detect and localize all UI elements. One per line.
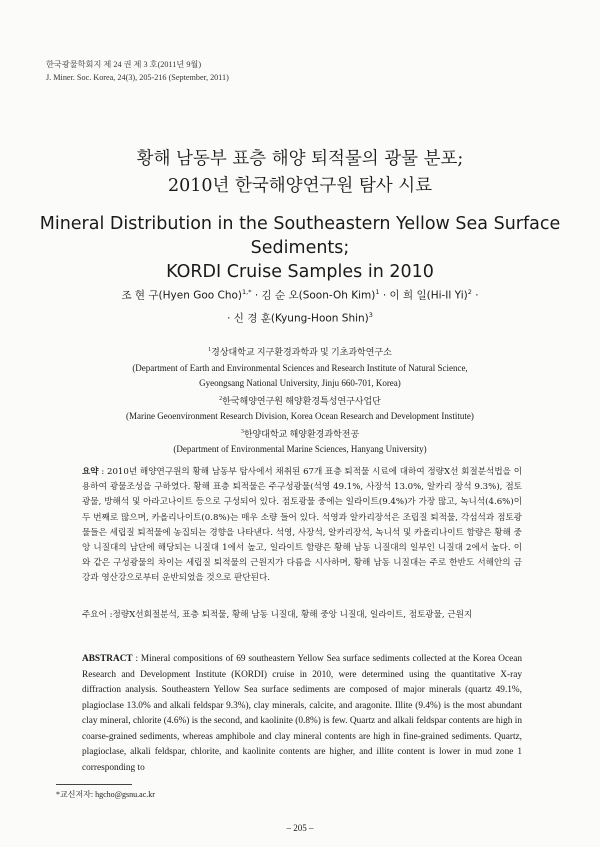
affiliation-1-english-line-2: Gyeongsang National University, Jinju 660-701, Korea)	[199, 378, 401, 388]
korean-abstract	[82, 465, 522, 587]
english-title-line-1: Mineral Distribution in the Southeastern Yellow Sea Surface Sediments;	[39, 214, 561, 258]
korean-abstract-separator: :	[98, 467, 107, 477]
affiliation-3-korean-text: 한양대학교 해양환경과학전공	[243, 428, 360, 439]
affiliation-3-english: (Department of Environmental Marine Sciences, Hanyang University)	[173, 444, 427, 454]
keywords-text: 정량X선회절분석, 표층 퇴적물, 황해 남동 니질대, 황해 중앙 니질대, 일라이트, 점토광물, 근원지	[112, 610, 473, 620]
affiliation-2-mark: 2	[219, 395, 223, 402]
english-abstract	[82, 652, 522, 776]
author-shin: 신 경 훈(Kyung-Hoon Shin)	[233, 312, 369, 324]
author-line-2	[0, 306, 600, 329]
affiliation-1-korean-text: 경상대학교 지구환경과학과 및 기초과학연구소	[211, 347, 392, 357]
english-abstract-separator: :	[132, 654, 141, 664]
keywords-label-text: 주요어	[82, 610, 107, 620]
journal-header	[46, 58, 229, 84]
affiliation-1-mark: 1	[208, 347, 212, 353]
page-number: – 205 –	[286, 823, 314, 833]
keywords-label	[82, 608, 113, 622]
author-kim-affiliation-mark: 1	[375, 288, 380, 296]
english-title	[0, 212, 600, 284]
corresponding-author-footnote: *교신저자: hgcho@gsnu.ac.kr	[56, 790, 155, 799]
korean-title	[0, 146, 600, 200]
korean-keywords	[82, 608, 522, 622]
author-cho: 조 현 구(Hyen Goo Cho)	[121, 289, 243, 302]
author-trailing-separator: ·	[471, 289, 479, 302]
journal-citation-korean: 한국광물학회지 제 24 권 제 3 호(2011년 9월)	[46, 60, 202, 69]
author-list	[0, 283, 600, 328]
korean-title-line-1: 황해 남동부 표층 해양 퇴적물의 광물 분포;	[136, 149, 464, 169]
english-abstract-label: ABSTRACT	[82, 654, 133, 664]
korean-abstract-text: 2010년 해양연구원의 황해 남동부 탐사에서 채취된 67개 표층 퇴적물 시료에 대하여 정량X선 회절분석법을 이용하여 광물조성을 구하였다. 황해 표층 퇴적물은 주구성광물(석영 49.1%, 사장석 13.0%, 알카리 장석 9.3%), 점토광물, 방해석 및 아라고나이트 등으로 구성되어 있다. 점토광물 중에는 일라이트(9.4%)가 가장 많고, 녹니석(4.6%)이 두 번째로 많으며, 카올리나이트(0.8%)는 매우 소량 들어 있다. 석영과 알카리장석은 조립질 퇴적물, 각섬석과 점토광물들은 세립질 퇴적물에 농집되는 경향을 나타낸다. 석영, 사장석, 알카리장석, 녹니석 및 카올리나이트 함량은 황해 중앙 니질대의 남단에 해당되는 니질대 1에서 높고, 일라이트 함량은 황해 남동 니질대의 일부인 니질대 2에서 높다. 이와 같은 구성광물의 차이는 세립질 퇴적물의 근원지가 다름을 시사하며, 황해 남동 니질대는 주로 한반도 서해안의 금강과 영산강으로부터 운반되었을 것으로 판단된다.	[82, 467, 522, 584]
affiliation-2-english: (Marine Geoenvironment Research Division, Korea Ocean Research and Development Institute)	[126, 411, 474, 421]
author-separator: ·	[251, 289, 262, 302]
author-yi-affiliation-mark: 2	[467, 288, 472, 296]
affiliation-2-korean-text: 한국해양연구원 해양환경특성연구사업단	[222, 395, 381, 406]
author-kim: 김 순 오(Soon-Oh Kim)	[261, 289, 376, 302]
author-yi: 이 희 일(Hi-Il Yi)	[389, 289, 468, 302]
korean-abstract-label: 요약	[82, 467, 99, 477]
affiliations	[0, 343, 600, 458]
author-shin-affiliation-mark: 3	[368, 310, 373, 319]
affiliation-1-korean	[0, 343, 600, 361]
affiliation-1-english-line-1: (Department of Earth and Environmental Sciences and Research Institute of Natural Science,	[132, 362, 468, 373]
korean-title-line-2: 2010년 한국해양연구원 탐사 시료	[167, 176, 433, 196]
english-title-line-2: KORDI Cruise Samples in 2010	[166, 262, 434, 282]
affiliation-3-korean	[0, 425, 600, 443]
author-leading-separator: ·	[227, 312, 234, 324]
english-abstract-text: Mineral compositions of 69 southeastern Yellow Sea surface sediments collected at the Korea Ocean Research and Development Institute (KORDI) cruise in 2010, were determined using the quantitative X-ray diffraction analysis. Southeastern Yellow Sea surface sediments are composed of major minerals (quartz 49.1%, plagioclase 13.0% and alkali feldspar 9.3%), clay minerals, calcite, and aragonite. Illite (9.4%) is the most abundant clay mineral, chlorite (4.6%) is the second, and kaolinite (0.8%) is few. Quartz and alkali feldspar contents are high in coarse-grained sediments, whereas amphibole and clay mineral contents are high in fine-grained sediments. Quartz, plagioclase, alkali feldspar, chlorite, and kaolinite contents are higher, and illite content is lower in mud zone 1 corresponding to	[82, 654, 523, 773]
affiliation-3-mark: 3	[240, 428, 244, 435]
affiliation-2-korean	[0, 392, 600, 410]
keywords-separator: :	[106, 610, 113, 620]
author-separator: ·	[379, 289, 390, 302]
author-cho-affiliation-mark: 1,*	[242, 288, 252, 296]
journal-citation-english: J. Miner. Soc. Korea, 24(3), 205-216 (September, 2011)	[46, 73, 229, 82]
footnote-divider	[56, 784, 132, 785]
author-line-1	[0, 283, 600, 306]
